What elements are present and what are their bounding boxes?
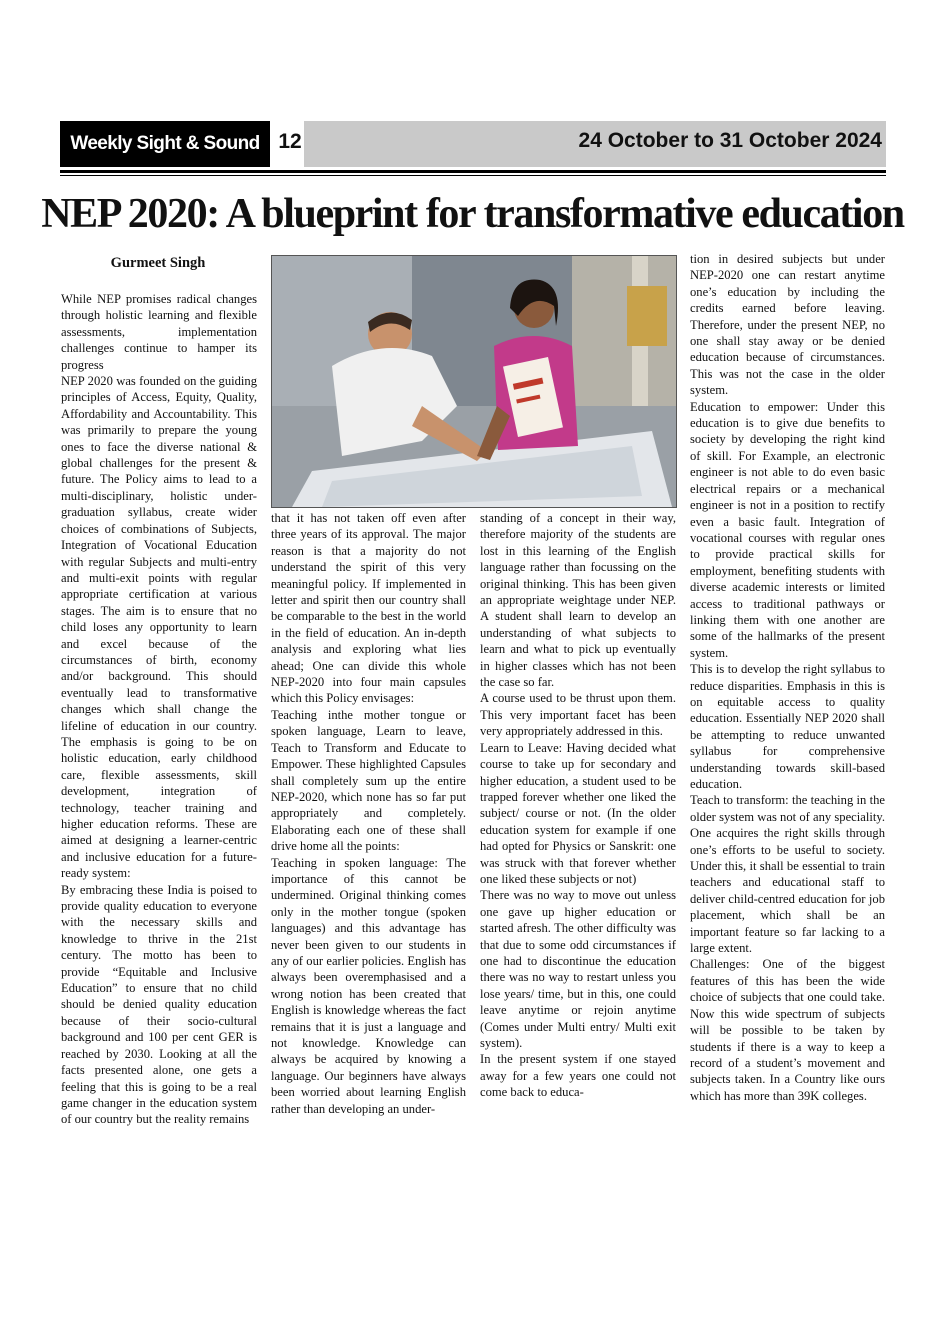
header-rule-thin	[60, 175, 886, 176]
paragraph: tion in desired subjects but under NEP-2020 one can restart anytime one’s education by including the credits earned before leaving. Therefore, under the present NEP, no one shall stay away or be denied education because of circumstances. This was not the case in the older system.	[690, 252, 885, 398]
paragraph: Teaching in spoken language: The importance of this cannot be undermined. Original thinking comes only in the mother tongue (spoken languages) and this advantage has never been given to our students in any of our earlier policies. English has always been overemphasised and a wrong notion has been created that English is knowledge whereas the fact remains that it is just a language and not knowledge. Knowledge can always be acquired by knowing a language. Our beginners have always been worried about learning English rather than developing an under-	[271, 855, 466, 1116]
paragraph: There was no way to move out unless one gave up higher education or started afresh. The other difficulty was that due to some odd circumstances if one had to discontinue the education there was no way to restart unless you lose years/ time, but in this, one could leave anytime or rejoin anytime (Comes under Multi entry/ Multi exit system).	[480, 888, 676, 1050]
paragraph: Challenges: One of the biggest features of this has been the wide choice of subjects that one could take. Now this wide spectrum of subjects will be possible to be taken by students if there is a way to keep a record of a student’s movement and subjects taken. In a Country like ours which has more than 39K colleges.	[690, 957, 885, 1103]
paragraph: While NEP promises radical changes through holistic learning and flexible assessments, implementation challenges continue to hamper its progress	[61, 292, 257, 372]
date-bar	[304, 121, 886, 167]
author-byline: Gurmeet Singh	[110, 255, 206, 271]
article-column-3	[480, 510, 676, 1101]
paragraph: that it has not taken off even after three years of its approval. The major reason is that a majority do not understand the spirit of this very meaningful policy. If implemented in letter and spirit then our country shall be comparable to the best in the world in the field of education. An in-depth analysis and exploring what lies ahead; One can divide this whole NEP-2020 into four main capsules which this Policy envisages:	[271, 511, 466, 706]
article-column-1	[61, 291, 257, 1128]
paragraph: standing of a concept in their way, therefore majority of the students are lost in this learning of the English language rather than focussing on the original thinking. This has been given an appropriate weightage under NEP. A student shall learn to develop an understanding of what subjects to learn and what to pick up eventually in higher classes which has not been the case so far.	[480, 511, 676, 690]
paragraph: By embracing these India is poised to provide quality education to everyone with the necessary skills and knowledge to thrive in the 21st century. The motto has been to provide “Equitable and Inclusive Education” to ensure that no child should be denied quality education because of their socio-cultural background and 100 per cent GER is reached by 2030. Looking at all the facts presented alone, one gets a feeling that this is going to be a real game changer in the education system of our country but the reality remains	[61, 882, 257, 1127]
paragraph: This is to develop the right syllabus to reduce disparities. Emphasis in this is on equitable access to quality education. Essentially NEP 2020 shall be attempting to reduce unwanted syllabus for comprehensive understanding towards skill-based education.	[690, 662, 885, 791]
paragraph: Teach to transform: the teaching in the older system was not of any speciality. One acquires the right skills through one’s efforts to be useful to society. Under this, it shall be essential to train teachers and educational staff to deliver child-centred education for job placement, which shall be an important feature so far lacking to a large extent.	[690, 793, 885, 956]
article-headline: NEP 2020: A blueprint for transformative education	[41, 191, 904, 237]
article-column-4	[690, 251, 885, 1104]
paragraph: NEP 2020 was founded on the guiding principles of Access, Equity, Quality, Affordability and Accountability. This was primarily to prepare the young ones to face the diverse national & global challenges for the present & future. The Policy aims to lead to a multi-disciplinary, holistic under-graduation syllabus, create wider choices of combinations of Subjects, Integration of Vocational Education with regular Subjects and multi-entry and multi-exit points with regular appropriate certification at various stages. The aim is to ensure that no child loses any opportunity to learn and excel because of the circumstances of birth, economy and/or background. This should eventually lead to transformative changes which shall change the lifeline of education in our country. The emphasis is going to be on holistic education, early childhood care, flexible assessments, skill development, integration of technology, teacher training and higher education reforms. These are aimed at designing a learner-centric and inclusive education for a future-ready system:	[61, 374, 257, 881]
page-number: 12	[278, 130, 302, 153]
issue-date-range: 24 October to 31 October 2024	[578, 129, 882, 152]
paragraph: A course used to be thrust upon them. This very important facet has been very appropriately addressed in this.	[480, 691, 676, 739]
article-column-2	[271, 510, 466, 1117]
masthead	[60, 121, 886, 167]
paragraph: Education to empower: Under this education is to give due benefits to society by developing the right kind of skill. For Example, an electronic engineer is not able to do even basic electrical repairs or a mechanical engineer is not in a position to rectify even a basic fault. Integration of vocational courses with regular ones to provide practical skills for employment, benefiting students with diverse academic interests or limited access to traditional pathways or linking them with one another are some of the hallmarks of the present system.	[690, 399, 885, 660]
header-rule	[60, 170, 886, 173]
article-photo	[271, 255, 677, 508]
paragraph: Learn to Leave: Having decided what course to take up for secondary and higher education, a student used to be trapped forever whether one liked the subject/ course or not. (In the older education system for example if one had opted for Physics or Sanskrit: one was struck with that forever whether one liked these subjects or not)	[480, 740, 676, 886]
paragraph: Teaching inthe mother tongue or spoken language, Learn to leave, Teach to Transform and Educate to Empower. These highlighted Capsules shall completely sum up the entire NEP-2020, which none has so far put appropriately and completely. Elaborating each one of these shall drive home all the points:	[271, 707, 466, 854]
publication-name: Weekly Sight & Sound	[60, 121, 270, 167]
paragraph: In the present system if one stayed away for a few years one could not come back to educa-	[480, 1052, 676, 1100]
